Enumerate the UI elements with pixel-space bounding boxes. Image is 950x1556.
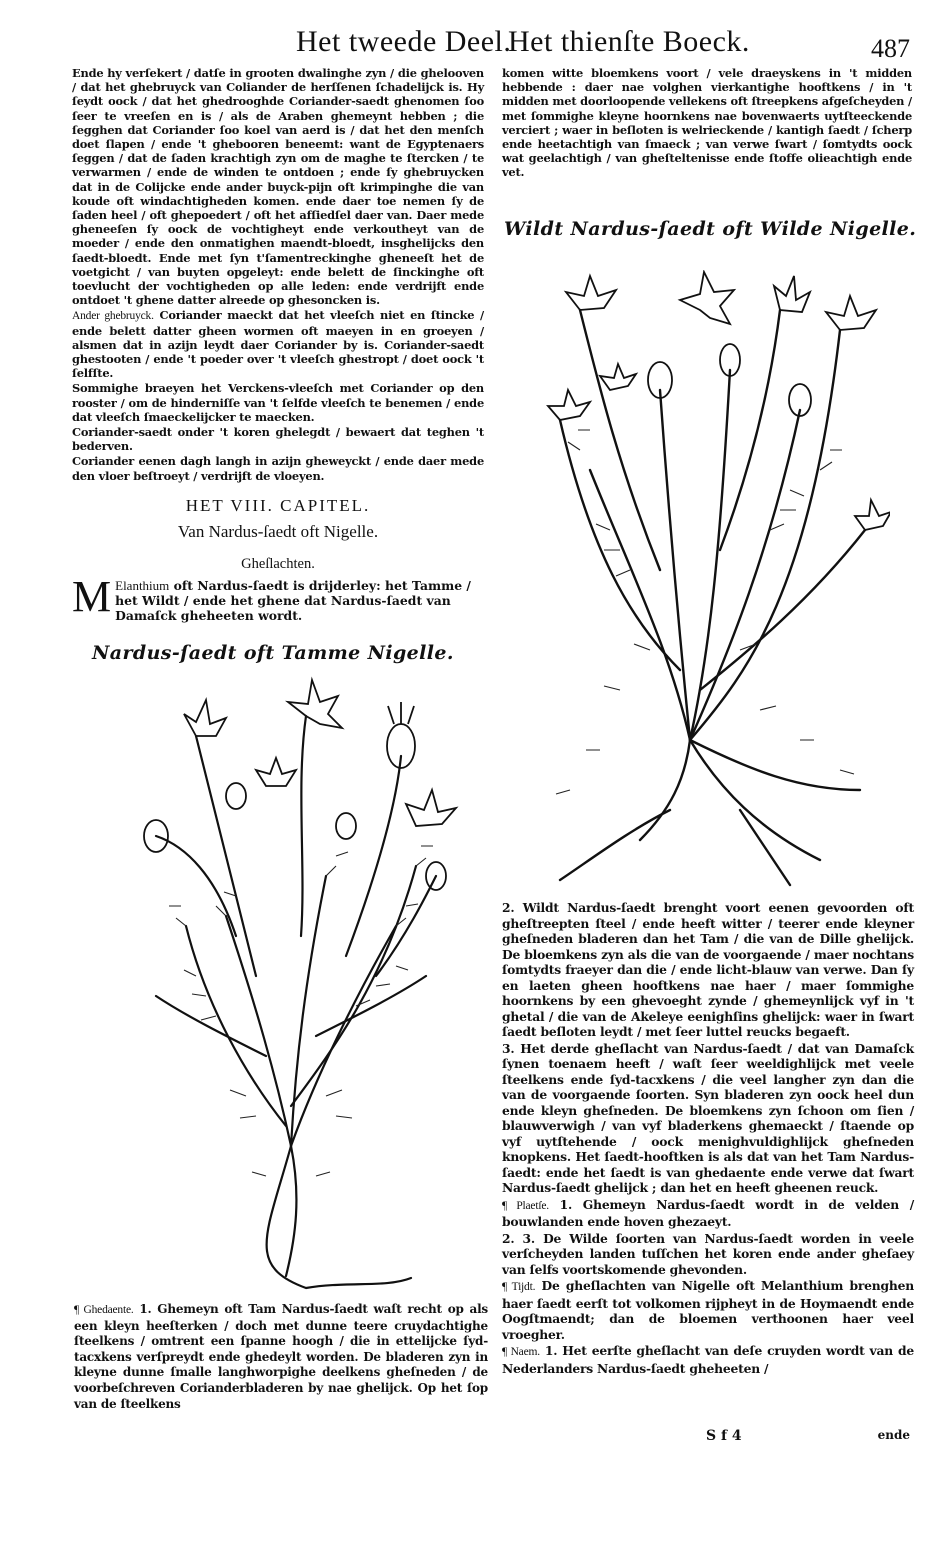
paragraph (72, 308, 484, 380)
running-head-left: Het tweede Deel. (296, 25, 512, 58)
paragraph-text: oft Nardus-ſaedt is drijderley: het Tamme / het Wildt / ende het ghene dat Nardus-ſaedt van Damaſck gheheeten wordt. (115, 578, 471, 623)
running-head-right: Het thienſte Boeck. (508, 25, 750, 58)
chapter-number: HET VIII. CAPITEL. (185, 496, 371, 515)
paragraph: Ende hy verſekert / datſe in grooten dwalinghe zyn / die ghelooven / dat het ghebruyck van Coliander de herſſenen ſchadelijck is. Hy ſeydt oock / dat het ghedrooghde Coriander-saedt ghenomen ſoo ſeer te vreeſen en is / als de Araben ghemeynt hebben ; die ſegghen dat Coriander ſoo koel van aerd is / dat het den menſch doet ſlapen / ende 't ghebooren beneemt: want de Egyptenaers ſeggen / dat de ſaden krachtigh zyn om de maghe te ſtercken / te verwarmen / ende de winden te ontdoen ; ende ſy ghebruycken dat in de Colijcke ende ander buyck-pijn oft krimpinghe die van koude oft windachtigheden komen. ende daer toe nemen ſy de ſaden heel / oft ghepoedert / oft het afſiedſel daer van. Daer mede gheneeſen ſy oock de vochtigheyt ende verkoutheyt van de moeder / ende den onmatighen maendt-bloedt, insghelijcks den ſaedt-bloedt. Ende met ſyn t'ſamentreckinghe gheneeſt het de voetgicht / van buyten opgeleyt: ende belett de ſinckinghe oft toevlucht der vochtigheden op alle leden: ende verdrijft ende ontdoet 't ghene datter alreede op ghesoncken is. (72, 66, 484, 308)
signature-mark: S f 4 (706, 1428, 742, 1444)
left-column-top-text (72, 66, 484, 484)
figure-caption-wilde: Wildt Nardus-ſaedt oft Wilde Nigelle. (504, 218, 917, 240)
chapter-heading (72, 496, 484, 542)
paragraph: komen witte bloemkens voort / vele draeyskens in 't midden hebbende : daer nae volghen vierkantighe hooftkens / in 't midden met doorloopende vellekens oft ſtreepkens afgeſcheyden / met ſommighe kleyne hoornkens nae bovenwaerts uytſteeckende verciert ; waer in beſloten is welrieckende / kantigh ſaedt / ſcherp ende heetachtigh van ſmaeck ; van verwe ſwart / ſomtydts oock wat geelachtigh / van gheſteltenisse ende ſtoffe olieachtigh ende vet. (502, 66, 912, 180)
paragraph: 3. Het derde gheſlacht van Nardus-ſaedt / dat van Damaſck ſynen toenaem heeft / waſt ſeer weeldighlijck met veele ſteelkens ende ſyd-tacxkens / die veel langher zyn dan die van de voorgaende ſoorten. Syn bladeren zyn oock heel dun ende kleyn gheſneden. De bloemkens zyn ſchoon om ſien / blauwverwigh / van vyf bladerkens ghemaeckt / ſtaende op vyf uytſtehende / oock menighvuldighlijck gheſneden knopkens. Het ſaedt-hooftken is als dat van het Tam Nardus-ſaedt: ende het ſaedt is van ghedaente ende verwe dat ſwart Nardus-ſaedt ghelijck ; dan het en heeft gheenen reuck. (502, 1040, 914, 1195)
right-column-top-text (502, 66, 912, 181)
margin-label: ¶ Naem. (502, 1346, 540, 1358)
paragraph-text: 1. Het eerſte gheſlacht van deſe cruyden wordt van de Nederlanders Nardus-ſaedt gheheeten / (502, 1343, 914, 1376)
paragraph (74, 1302, 488, 1412)
catchword: ende (877, 1428, 910, 1442)
paragraph-text: 1. Ghemeyn oft Tam Nardus-ſaedt waſt recht op als een kleyn heeſterken / doch met dunne teere cruydachtighe ſteelkens / omtrent een ſpanne hoogh / die in ettelijcke ſyd-tacxkens verſpreydt ende ghedeylt worden. De bladeren zyn in kleyne dunne ſmalle langhworpighe deelkens gheſneden / de voorbeſchreven Corianderbladeren by nae ghelijck. Op het ſop van de ſteelkens (74, 1302, 488, 1411)
paragraph (502, 1278, 914, 1342)
paragraph: 2. 3. De Wilde ſoorten van Nardus-ſaedt worden in veele verſcheyden landen tuſſchen het koren ende ander gheſaey van ſelfs voortskomende ghevonden. (502, 1230, 914, 1277)
right-column-bottom-text (502, 900, 914, 1377)
paragraph: 2. Wildt Nardus-ſaedt brenght voort eenen gevoorden oft gheſtreepten ſteel / ende heeft witter / teerer ende kleyner gheſneden bladeren dan het Tam / die van de Dille ghelijck. De bloemkens zyn als die van de voorgaende / maer nochtans ſomtydts fraeyer dan die / ende licht-blauw van verwe. Dan ſy en laeten gheen hooftkens nae haer / maer ſommighe hoornkens by een ghevoeght zynde / ghemeynlijck vyf in 't ghetal / die van de Akeleye eenighſins ghelijck: waer in ſwart ſaedt beſloten leydt / met ſeer luttel reucks begaeft. (502, 900, 914, 1039)
woodcut-tamme-nigelle (96, 676, 476, 1296)
margin-label: Ander ghebruyck. (72, 310, 154, 323)
paragraph (502, 1197, 914, 1230)
page-number: 487 (871, 34, 910, 63)
figure-caption-tamme: Nardus-ſaedt oft Tamme Nigelle. (92, 642, 454, 664)
chapter-title: Van Nardus-ſaedt oft Nigelle. (177, 522, 379, 541)
margin-label: ¶ Ghedaente. (74, 1304, 134, 1316)
paragraph: Coriander-saedt onder 't koren ghelegdt / bewaert dat teghen 't bederven. (72, 425, 484, 454)
section-title: Gheſlachten. (241, 556, 315, 572)
paragraph-text: Coriander maeckt dat het vleeſch niet en ſtincke / ende belett datter gheen wormen oft maeyen in en groeyen / alsmen dat in azijn leydt daer Coriander by is. Coriander-saedt ghestooten / ende 't poeder over 't vleeſch ghestropt / doet oock 't ſelfſte. (72, 308, 485, 381)
paragraph (502, 1343, 914, 1376)
margin-label: ¶ Plaetſe. (502, 1199, 549, 1212)
roman-word: Elanthium (115, 578, 170, 593)
paragraph-text: 1. Ghemeyn Nardus-ſaedt wordt in de velden / bouwlanden ende hoven ghezaeyt. (502, 1196, 914, 1229)
margin-label: ¶ Tijdt. (502, 1281, 536, 1293)
melanthium-paragraph (72, 572, 484, 623)
left-column-bottom-text (74, 1302, 488, 1413)
drop-cap: M (72, 572, 112, 621)
paragraph: Sommighe braeyen het Verckens-vleeſch met Coriander op den rooster / om de hinderniſſe van 't ſelfde vleeſch te benemen / ende dat vleeſch ſmaeckelijcker te maecken. (72, 381, 484, 424)
woodcut-wilde-nigelle (520, 270, 890, 890)
paragraph: Coriander eenen dagh langh in azijn gheweyckt / ende daer mede den vloer beſtroeyt / verdrijft de vloeyen. (72, 454, 484, 483)
paragraph-text: De gheſlachten van Nigelle oft Melanthium brenghen haer ſaedt eerſt tot volkomen rijpheyt in de Hoymaendt ende Oogſtmaendt; dan de bloemen verthoonen haer veel vroegher. (502, 1278, 915, 1342)
